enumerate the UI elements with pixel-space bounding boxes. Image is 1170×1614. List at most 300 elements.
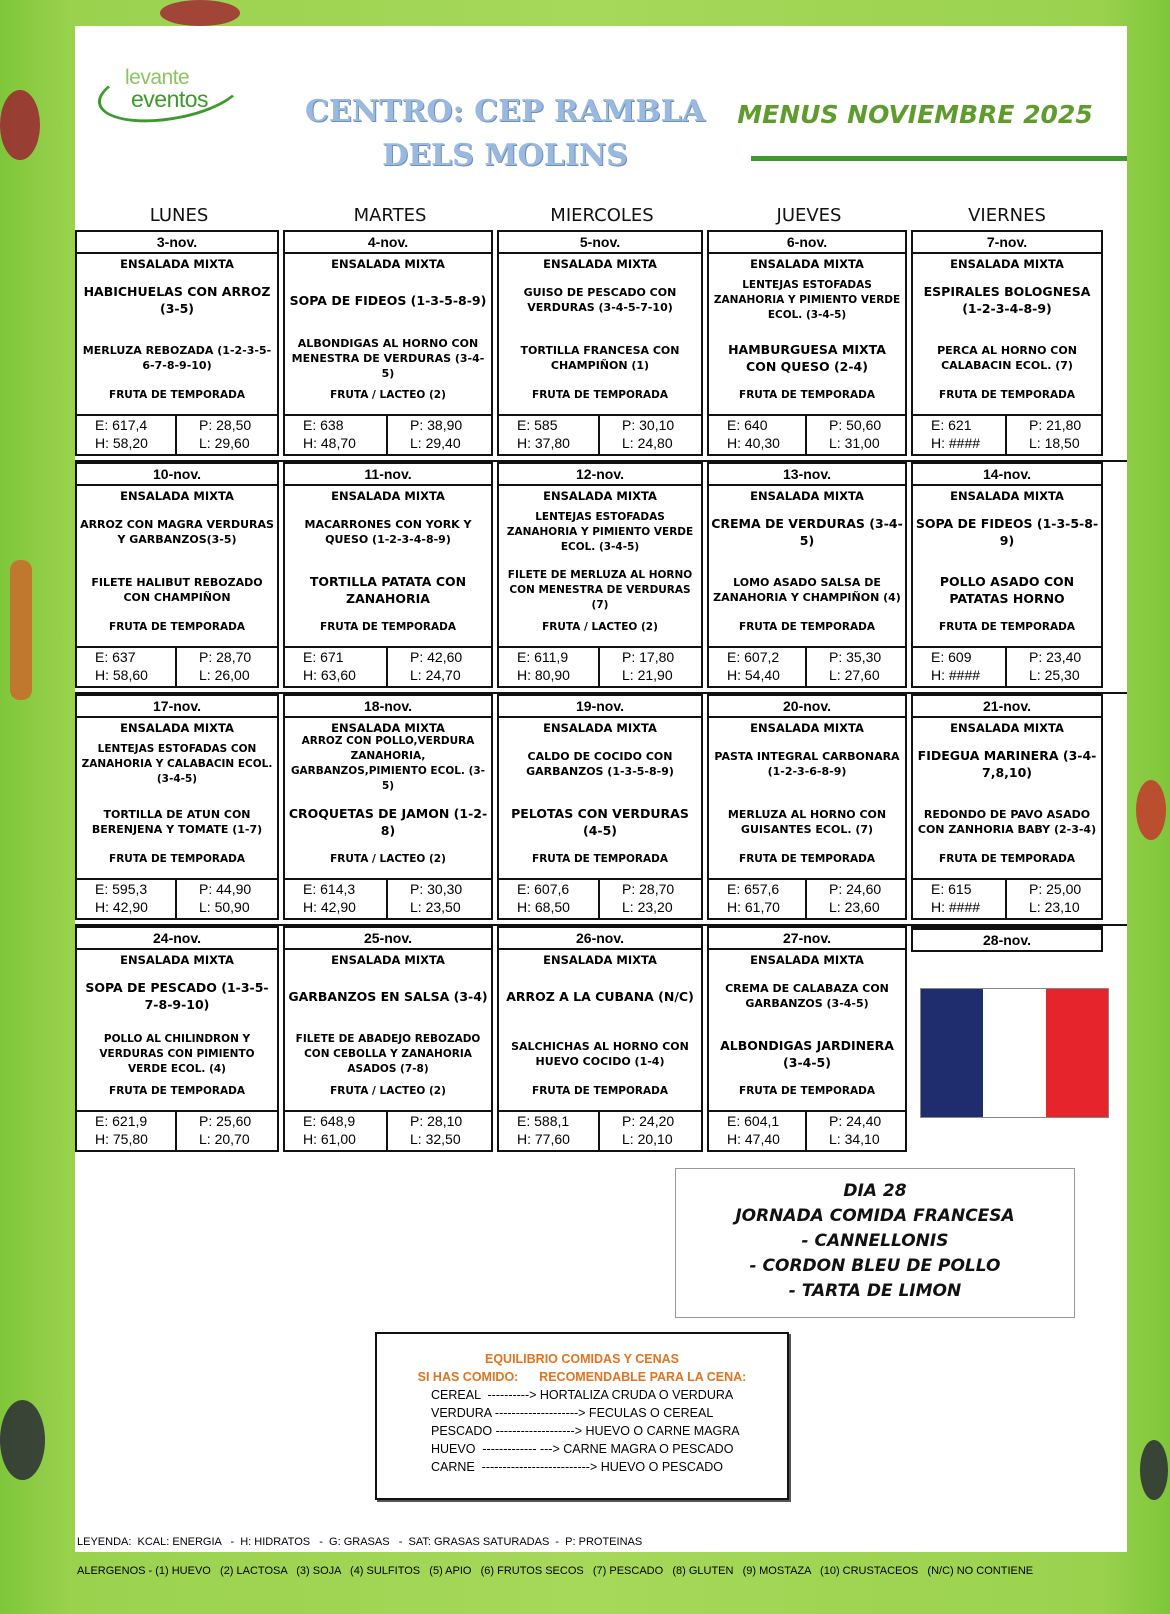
protein-value: P: 21,80 [1029, 417, 1082, 433]
dessert: FRUTA DE TEMPORADA [532, 389, 668, 401]
carbs-value: H: 58,20 [95, 435, 148, 451]
nutrition-values [709, 1110, 905, 1150]
balance-rows [431, 1386, 787, 1476]
decor-vegetable [10, 560, 32, 700]
second-course-text: PERCA AL HORNO CON CALABACIN ECOL. (7) [937, 344, 1077, 372]
nutrition-right [177, 648, 277, 686]
first-course [501, 500, 699, 564]
starter-dish: ENSALADA MIXTA [543, 721, 657, 735]
balance-title: EQUILIBRIO COMIDAS Y CENAS [484, 1352, 679, 1366]
nutrition-left [709, 880, 807, 918]
second-course-text: LOMO ASADO SALSA DE ZANAHORIA Y CHAMPIÑON (4) [713, 576, 901, 604]
nutrition-left [285, 1112, 388, 1150]
menu-date: 13-nov. [709, 464, 905, 486]
special-day-title: DIA 28 [843, 1181, 907, 1201]
protein-value: P: 24,20 [622, 1113, 675, 1129]
second-course [711, 332, 903, 384]
weekday-miercoles: MIERCOLES [550, 205, 654, 226]
menu-date: 12-nov. [499, 464, 701, 486]
carbs-value: H: 68,50 [517, 899, 570, 915]
special-day-note [675, 1168, 1075, 1318]
menu-date: 6-nov. [709, 232, 905, 254]
nutrition-left [77, 648, 177, 686]
day-menu-cell [911, 462, 1103, 688]
day-menu-cell [75, 462, 279, 688]
menu-title: MENUS NOVIEMBRE 2025 [737, 100, 1093, 129]
first-course [711, 732, 903, 796]
starter-dish: ENSALADA MIXTA [120, 953, 234, 967]
protein-value: P: 35,30 [829, 649, 882, 665]
flag-stripe-red [1046, 989, 1108, 1117]
dessert: FRUTA / LACTEO (2) [330, 1085, 446, 1097]
energy-value: E: 621,9 [95, 1113, 148, 1129]
carbs-value: H: #### [931, 899, 981, 915]
balance-row: VERDURA --------------------> FECULAS O CEREAL [431, 1406, 714, 1420]
nutrition-values [709, 878, 905, 918]
fat-value: L: 27,60 [829, 667, 880, 683]
second-course [79, 332, 275, 384]
first-course-text: GARBANZOS EN SALSA (3-4) [288, 988, 488, 1004]
second-course-text: REDONDO DE PAVO ASADO CON ZANHORIA BABY (2-3-4) [917, 808, 1097, 836]
dessert: FRUTA DE TEMPORADA [739, 1085, 875, 1097]
starter-dish: ENSALADA MIXTA [331, 489, 445, 503]
dessert: FRUTA DE TEMPORADA [109, 853, 245, 865]
energy-value: E: 615 [931, 881, 972, 897]
first-course-text: LENTEJAS ESTOFADAS ZANAHORIA Y PIMIENTO VERDE ECOL. (3-4-5) [506, 510, 694, 553]
special-day-dish-1: - CANNELLONIS [801, 1231, 949, 1251]
first-course-text: LENTEJAS ESTOFADAS ZANAHORIA Y PIMIENTO VERDE ECOL. (3-4-5) [713, 278, 901, 321]
fat-value: L: 29,40 [410, 435, 461, 451]
fat-value: L: 21,90 [622, 667, 673, 683]
logo-text-eventos: eventos [131, 86, 209, 112]
menu-date: 3-nov. [77, 232, 277, 254]
day-menu-cell [707, 926, 907, 1152]
first-course-text: GUISO DE PESCADO CON VERDURAS (3-4-5-7-10) [523, 286, 677, 314]
decor-vegetable [0, 1400, 45, 1480]
nutrition-left [77, 416, 177, 454]
nutrition-left [499, 416, 600, 454]
menu-sheet [75, 26, 1127, 1577]
energy-value: E: 617,4 [95, 417, 148, 433]
second-course [915, 332, 1099, 384]
school-name-line2: DELS MOLINS [382, 138, 628, 173]
nutrition-values [499, 414, 701, 454]
second-course-text: ALBONDIGAS JARDINERA (3-4-5) [720, 1038, 894, 1070]
nutrition-values [285, 878, 491, 918]
second-course-text: POLLO ASADO CON PATATAS HORNO [939, 574, 1075, 606]
energy-value: E: 611,9 [517, 649, 569, 665]
second-course [915, 564, 1099, 616]
first-course-text: SOPA DE FIDEOS (1-3-5-8-9) [289, 292, 487, 308]
nutrition-right [600, 416, 701, 454]
nutrition-values [499, 878, 701, 918]
protein-value: P: 28,70 [199, 649, 252, 665]
first-course-text: FIDEGUA MARINERA (3-4-7,8,10) [917, 748, 1097, 780]
levante-eventos-logo [97, 54, 247, 124]
nutrition-left [709, 416, 807, 454]
second-course-text: TORTILLA PATATA CON ZANAHORIA [309, 574, 467, 606]
week-row [75, 694, 1127, 926]
fat-value: L: 24,80 [622, 435, 673, 451]
second-course [287, 332, 489, 384]
second-course-text: POLLO AL CHILINDRON Y VERDURAS CON PIMIENTO VERDE ECOL. (4) [99, 1032, 255, 1075]
starter-dish: ENSALADA MIXTA [543, 257, 657, 271]
first-course [915, 732, 1099, 796]
day-menu-cell [911, 230, 1103, 456]
nutrition-right [177, 416, 277, 454]
day-menu-cell [911, 694, 1103, 920]
protein-value: P: 23,40 [1029, 649, 1082, 665]
nutrition-right [807, 1112, 905, 1150]
carbs-value: H: 40,30 [727, 435, 780, 451]
balance-subtitle: SI HAS COMIDO: RECOMENDABLE PARA LA CENA: [417, 1370, 747, 1384]
nutrition-values [499, 646, 701, 686]
nutrition-values [77, 414, 277, 454]
first-course-text: MACARRONES CON YORK Y QUESO (1-2-3-4-8-9) [304, 518, 472, 546]
starter-dish: ENSALADA MIXTA [750, 953, 864, 967]
nutrition-left [709, 1112, 807, 1150]
energy-value: E: 640 [727, 417, 768, 433]
second-course-text: FILETE DE ABADEJO REBOZADO CON CEBOLLA Y ZANAHORIA ASADOS (7-8) [295, 1032, 481, 1075]
balance-box [375, 1332, 789, 1500]
first-course [501, 964, 699, 1028]
nutrition-values [913, 646, 1101, 686]
nutrition-right [600, 648, 701, 686]
protein-value: P: 44,90 [199, 881, 252, 897]
menu-date: 4-nov. [285, 232, 491, 254]
nutrition-values [285, 646, 491, 686]
menu-date: 20-nov. [709, 696, 905, 718]
protein-value: P: 42,60 [410, 649, 463, 665]
decor-vegetable [160, 0, 240, 26]
energy-value: E: 585 [517, 417, 558, 433]
dessert: FRUTA DE TEMPORADA [939, 853, 1075, 865]
protein-value: P: 24,60 [829, 881, 882, 897]
energy-value: E: 621 [931, 417, 972, 433]
nutrition-left [499, 648, 600, 686]
energy-value: E: 648,9 [303, 1113, 356, 1129]
protein-value: P: 28,50 [199, 417, 252, 433]
logo-text-levante: levante [125, 66, 190, 89]
dessert: FRUTA DE TEMPORADA [939, 621, 1075, 633]
menu-date: 5-nov. [499, 232, 701, 254]
fat-value: L: 32,50 [410, 1131, 461, 1147]
menu-date: 7-nov. [913, 232, 1101, 254]
day-menu-cell [283, 462, 493, 688]
balance-row: CEREAL ----------> HORTALIZA CRUDA O VERDURA [431, 1388, 734, 1402]
nutrition-right [388, 648, 491, 686]
energy-value: E: 671 [303, 649, 344, 665]
nutrition-left [77, 880, 177, 918]
first-course [711, 500, 903, 564]
nutrition-left [913, 416, 1007, 454]
first-course-text: ARROZ CON POLLO,VERDURA ZANAHORIA, GARBANZOS,PIMIENTO ECOL. (3-5) [290, 735, 486, 792]
first-course-text: ESPIRALES BOLOGNESA (1-2-3-4-8-9) [923, 284, 1091, 316]
special-day-dish-3: - TARTA DE LIMON [788, 1281, 962, 1301]
menu-date: 21-nov. [913, 696, 1101, 718]
starter-dish: ENSALADA MIXTA [331, 721, 445, 735]
energy-value: E: 637 [95, 649, 136, 665]
nutrition-values [499, 1110, 701, 1150]
energy-value: E: 614,3 [303, 881, 356, 897]
menu-date: 10-nov. [77, 464, 277, 486]
carbs-value: H: 54,40 [727, 667, 780, 683]
protein-value: P: 50,60 [829, 417, 882, 433]
fat-value: L: 24,70 [410, 667, 461, 683]
carbs-value: H: 77,60 [517, 1131, 570, 1147]
protein-value: P: 38,90 [410, 417, 463, 433]
menu-date: 18-nov. [285, 696, 491, 718]
nutrition-right [388, 880, 491, 918]
carbs-value: H: 80,90 [517, 667, 570, 683]
fat-value: L: 29,60 [199, 435, 250, 451]
day-menu-cell [497, 462, 703, 688]
dessert: FRUTA DE TEMPORADA [739, 853, 875, 865]
starter-dish: ENSALADA MIXTA [950, 721, 1064, 735]
school-name [295, 90, 715, 178]
weekday-martes: MARTES [353, 205, 427, 226]
fat-value: L: 20,10 [622, 1131, 673, 1147]
first-course-text: CREMA DE VERDURAS (3-4-5) [711, 516, 903, 548]
second-course [79, 796, 275, 848]
starter-dish: ENSALADA MIXTA [543, 489, 657, 503]
menu-date: 11-nov. [285, 464, 491, 486]
first-course-text: CALDO DE COCIDO CON GARBANZOS (1-3-5-8-9) [526, 750, 674, 778]
fat-value: L: 31,00 [829, 435, 880, 451]
carbs-value: H: 37,80 [517, 435, 570, 451]
menu-date: 17-nov. [77, 696, 277, 718]
dessert: FRUTA / LACTEO (2) [330, 389, 446, 401]
week-row [75, 462, 1127, 694]
nutrition-right [807, 648, 905, 686]
starter-dish: ENSALADA MIXTA [750, 489, 864, 503]
second-course [287, 796, 489, 848]
allergens-text: ALERGENOS - (1) HUEVO (2) LACTOSA (3) SOJA (4) SULFITOS (5) APIO (6) FRUTOS SECOS (7) PESCADO (8) GLUTEN (9) MOSTAZA (10) CRUSTACEOS (N/C) NO CONTIENE [77, 1565, 1034, 1577]
second-course [711, 1028, 903, 1080]
fat-value: L: 50,90 [199, 899, 250, 915]
nutrition-values [77, 878, 277, 918]
school-name-line1: CENTRO: CEP RAMBLA [305, 94, 705, 129]
dessert: FRUTA DE TEMPORADA [320, 621, 456, 633]
first-course-text: LENTEJAS ESTOFADAS CON ZANAHORIA Y CALABACIN ECOL.(3-4-5) [81, 742, 273, 785]
nutrition-right [177, 1112, 277, 1150]
dessert: FRUTA DE TEMPORADA [739, 621, 875, 633]
legend-text: LEYENDA: KCAL: ENERGIA - H: HIDRATOS - G: GRASAS - SAT: GRASAS SATURADAS - P: PROTEINAS [77, 1536, 643, 1548]
carbs-value: H: #### [931, 435, 981, 451]
carbs-value: H: 61,70 [727, 899, 780, 915]
first-course-text: PASTA INTEGRAL CARBONARA (1-2-3-6-8-9) [714, 750, 900, 778]
starter-dish: ENSALADA MIXTA [750, 721, 864, 735]
nutrition-right [177, 880, 277, 918]
special-day-dish-2: - CORDON BLEU DE POLLO [749, 1256, 1001, 1276]
day-menu-cell [283, 926, 493, 1152]
energy-value: E: 607,6 [517, 881, 570, 897]
first-course [711, 268, 903, 332]
nutrition-right [600, 1112, 701, 1150]
day-menu-cell [497, 230, 703, 456]
dessert: FRUTA DE TEMPORADA [109, 1085, 245, 1097]
energy-value: E: 638 [303, 417, 344, 433]
menu-date: 19-nov. [499, 696, 701, 718]
protein-value: P: 25,00 [1029, 881, 1082, 897]
menu-date: 26-nov. [499, 928, 701, 950]
fat-value: L: 23,50 [410, 899, 461, 915]
carbs-value: H: 58,60 [95, 667, 148, 683]
day-menu-cell [75, 926, 279, 1152]
carbs-value: H: 42,90 [303, 899, 356, 915]
nutrition-right [388, 416, 491, 454]
second-course [79, 1028, 275, 1080]
menu-date: 28-nov. [911, 928, 1103, 952]
france-flag [920, 988, 1109, 1118]
second-course-text: PELOTAS CON VERDURAS (4-5) [511, 806, 689, 838]
weekday-jueves: JUEVES [776, 205, 842, 226]
first-course [287, 500, 489, 564]
week-row [75, 230, 1127, 462]
day-menu-cell [497, 926, 703, 1152]
dessert: FRUTA / LACTEO (2) [330, 853, 446, 865]
menu-date: 24-nov. [77, 928, 277, 950]
second-course-text: FILETE HALIBUT REBOZADO CON CHAMPIÑON [91, 576, 263, 604]
protein-value: P: 30,10 [622, 417, 675, 433]
title-underline [751, 156, 1127, 161]
second-course [287, 1028, 489, 1080]
first-course-text: CREMA DE CALABAZA CON GARBANZOS (3-4-5) [725, 982, 889, 1010]
starter-dish: ENSALADA MIXTA [331, 257, 445, 271]
second-course [501, 332, 699, 384]
first-course [711, 964, 903, 1028]
nutrition-left [77, 1112, 177, 1150]
second-course [79, 564, 275, 616]
first-course [79, 500, 275, 564]
first-course [915, 500, 1099, 564]
protein-value: P: 25,60 [199, 1113, 252, 1129]
second-course-text: FILETE DE MERLUZA AL HORNO CON MENESTRA DE VERDURAS (7) [507, 568, 693, 611]
weekday-viernes: VIERNES [968, 205, 1046, 226]
flag-stripe-white [983, 989, 1045, 1117]
nutrition-right [388, 1112, 491, 1150]
protein-value: P: 28,10 [410, 1113, 463, 1129]
nutrition-right [1007, 648, 1101, 686]
second-course [501, 564, 699, 616]
second-course-text: MERLUZA AL HORNO CON GUISANTES ECOL. (7) [727, 808, 887, 836]
special-day-theme: JORNADA COMIDA FRANCESA [735, 1206, 1015, 1226]
protein-value: P: 30,30 [410, 881, 463, 897]
dessert: FRUTA DE TEMPORADA [939, 389, 1075, 401]
first-course [79, 732, 275, 796]
nutrition-right [807, 880, 905, 918]
day-menu-cell [75, 694, 279, 920]
nutrition-right [600, 880, 701, 918]
nutrition-left [913, 648, 1007, 686]
nutrition-right [1007, 416, 1101, 454]
carbs-value: H: #### [931, 667, 981, 683]
fat-value: L: 18,50 [1029, 435, 1080, 451]
weekday-header-row [75, 202, 1127, 230]
dessert: FRUTA / LACTEO (2) [542, 621, 658, 633]
fat-value: L: 34,10 [829, 1131, 880, 1147]
second-course-text: SALCHICHAS AL HORNO CON HUEVO COCIDO (1-4) [511, 1040, 689, 1068]
fat-value: L: 25,30 [1029, 667, 1080, 683]
first-course [501, 268, 699, 332]
second-course-text: MERLUZA REBOZADA (1-2-3-5-6-7-8-9-10) [82, 344, 272, 372]
energy-value: E: 609 [931, 649, 972, 665]
dessert: FRUTA DE TEMPORADA [532, 1085, 668, 1097]
carbs-value: H: 47,40 [727, 1131, 780, 1147]
nutrition-values [709, 646, 905, 686]
nutrition-values [709, 414, 905, 454]
nutrition-left [913, 880, 1007, 918]
day-menu-cell [707, 230, 907, 456]
day-menu-cell [707, 462, 907, 688]
carbs-value: H: 75,80 [95, 1131, 148, 1147]
carbs-value: H: 61,00 [303, 1131, 356, 1147]
nutrition-right [807, 416, 905, 454]
menu-date: 27-nov. [709, 928, 905, 950]
starter-dish: ENSALADA MIXTA [120, 489, 234, 503]
dessert: FRUTA DE TEMPORADA [739, 389, 875, 401]
day-menu-cell [497, 694, 703, 920]
nutrition-values [285, 1110, 491, 1150]
nutrition-left [499, 1112, 600, 1150]
nutrition-left [709, 648, 807, 686]
menu-date: 14-nov. [913, 464, 1101, 486]
energy-value: E: 607,2 [727, 649, 780, 665]
dessert: FRUTA DE TEMPORADA [109, 389, 245, 401]
flag-stripe-blue [921, 989, 983, 1117]
first-course [287, 964, 489, 1028]
second-course-text: CROQUETAS DE JAMON (1-2-8) [288, 806, 488, 838]
day-menu-cell [75, 230, 279, 456]
carbs-value: H: 48,70 [303, 435, 356, 451]
protein-value: P: 24,40 [829, 1113, 882, 1129]
second-course-text: TORTILLA DE ATUN CON BERENJENA Y TOMATE (1-7) [91, 808, 263, 836]
balance-row: HUEVO ------------- ---> CARNE MAGRA O PESCADO [431, 1442, 734, 1456]
nutrition-values [77, 646, 277, 686]
nutrition-values [913, 414, 1101, 454]
day-menu-cell [283, 694, 493, 920]
nutrition-values [285, 414, 491, 454]
decor-vegetable [1140, 1440, 1168, 1500]
carbs-value: H: 42,90 [95, 899, 148, 915]
weekday-lunes: LUNES [149, 205, 209, 226]
starter-dish: ENSALADA MIXTA [120, 721, 234, 735]
decor-vegetable [1136, 780, 1166, 840]
starter-dish: ENSALADA MIXTA [331, 953, 445, 967]
second-course [915, 796, 1099, 848]
second-course [501, 796, 699, 848]
dessert: FRUTA DE TEMPORADA [532, 853, 668, 865]
starter-dish: ENSALADA MIXTA [120, 257, 234, 271]
energy-value: E: 588,1 [517, 1113, 570, 1129]
nutrition-right [1007, 880, 1101, 918]
fat-value: L: 23,10 [1029, 899, 1080, 915]
first-course-text: ARROZ A LA CUBANA (N/C) [506, 988, 694, 1004]
first-course [915, 268, 1099, 332]
second-course [287, 564, 489, 616]
day-menu-cell [707, 694, 907, 920]
day-menu-cell [283, 230, 493, 456]
nutrition-left [285, 416, 388, 454]
nutrition-left [499, 880, 600, 918]
second-course-text: HAMBURGUESA MIXTA CON QUESO (2-4) [728, 342, 886, 374]
starter-dish: ENSALADA MIXTA [950, 489, 1064, 503]
second-course [501, 1028, 699, 1080]
nutrition-values [913, 878, 1101, 918]
starter-dish: ENSALADA MIXTA [950, 257, 1064, 271]
first-course [501, 732, 699, 796]
energy-value: E: 657,6 [727, 881, 780, 897]
